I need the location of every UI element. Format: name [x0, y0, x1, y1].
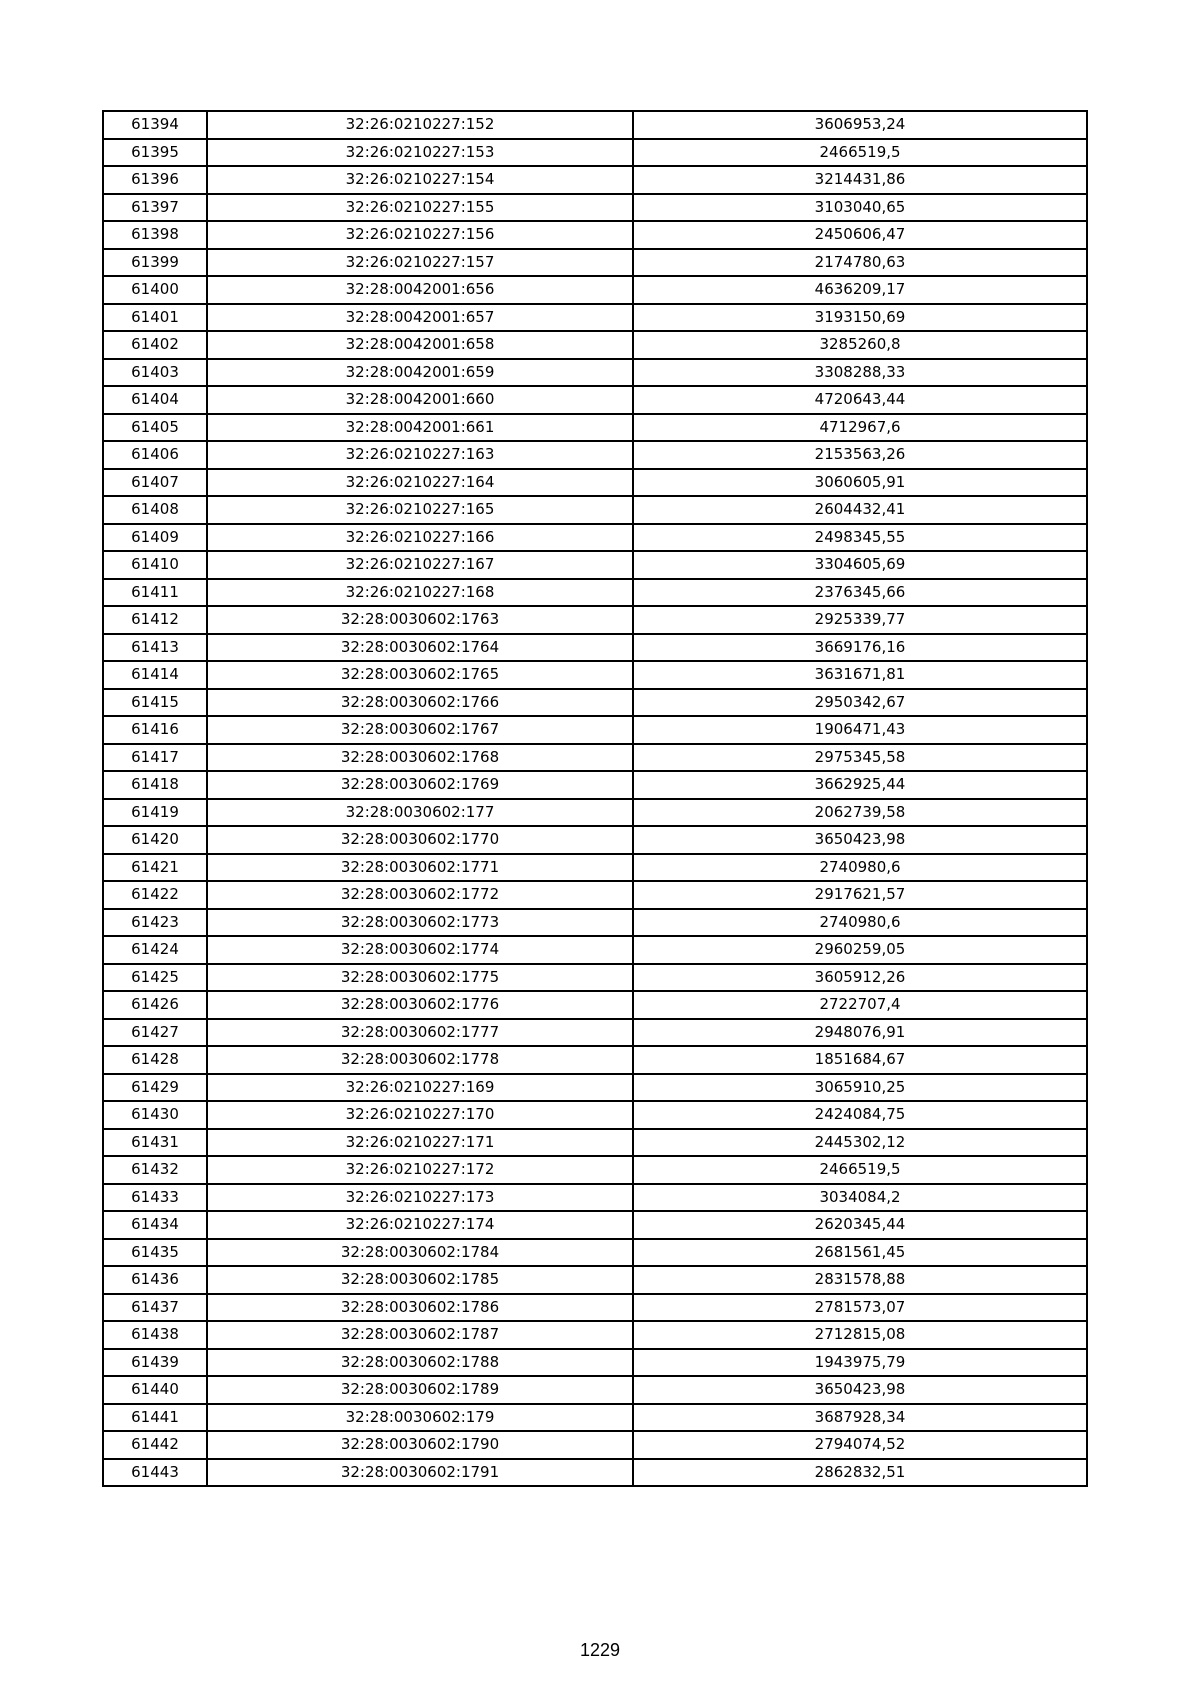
cadastral-value-cell: 2062739,58	[633, 799, 1087, 827]
cadastral-number-cell: 32:28:0030602:1790	[207, 1431, 633, 1459]
cadastral-value-cell: 3193150,69	[633, 304, 1087, 332]
row-number-cell: 61418	[103, 771, 207, 799]
cadastral-number-cell: 32:28:0030602:1775	[207, 964, 633, 992]
cadastral-value-cell: 3606953,24	[633, 111, 1087, 139]
row-number-cell: 61399	[103, 249, 207, 277]
row-number-cell: 61410	[103, 551, 207, 579]
table-row	[103, 1294, 1087, 1322]
cadastral-value-cell: 2781573,07	[633, 1294, 1087, 1322]
table-row	[103, 194, 1087, 222]
cadastral-number-cell: 32:28:0030602:1785	[207, 1266, 633, 1294]
table-row	[103, 276, 1087, 304]
cadastral-value-cell: 2917621,57	[633, 881, 1087, 909]
row-number-cell: 61424	[103, 936, 207, 964]
cadastral-number-cell: 32:26:0210227:173	[207, 1184, 633, 1212]
row-number-cell: 61443	[103, 1459, 207, 1487]
cadastral-value-cell: 2604432,41	[633, 496, 1087, 524]
cadastral-number-cell: 32:28:0030602:1769	[207, 771, 633, 799]
cadastral-number-cell: 32:26:0210227:169	[207, 1074, 633, 1102]
cadastral-value-cell: 3103040,65	[633, 194, 1087, 222]
cadastral-number-cell: 32:26:0210227:170	[207, 1101, 633, 1129]
cadastral-value-cell: 4712967,6	[633, 414, 1087, 442]
cadastral-value-cell: 4636209,17	[633, 276, 1087, 304]
table-row	[103, 441, 1087, 469]
row-number-cell: 61435	[103, 1239, 207, 1267]
table-row	[103, 661, 1087, 689]
cadastral-value-cell: 3065910,25	[633, 1074, 1087, 1102]
row-number-cell: 61398	[103, 221, 207, 249]
table-row	[103, 1074, 1087, 1102]
cadastral-number-cell: 32:28:0030602:1763	[207, 606, 633, 634]
cadastral-value-cell: 3034084,2	[633, 1184, 1087, 1212]
row-number-cell: 61397	[103, 194, 207, 222]
cadastral-value-cell: 2620345,44	[633, 1211, 1087, 1239]
cadastral-number-cell: 32:28:0042001:659	[207, 359, 633, 387]
row-number-cell: 61441	[103, 1404, 207, 1432]
cadastral-number-cell: 32:26:0210227:164	[207, 469, 633, 497]
table-row	[103, 634, 1087, 662]
table-row	[103, 579, 1087, 607]
table-row	[103, 854, 1087, 882]
table-row	[103, 386, 1087, 414]
table-row	[103, 1404, 1087, 1432]
cadastral-number-cell: 32:28:0030602:1787	[207, 1321, 633, 1349]
cadastral-number-cell: 32:28:0030602:1770	[207, 826, 633, 854]
cadastral-value-cell: 2975345,58	[633, 744, 1087, 772]
cadastral-number-cell: 32:28:0030602:1789	[207, 1376, 633, 1404]
row-number-cell: 61409	[103, 524, 207, 552]
table-row	[103, 771, 1087, 799]
row-number-cell: 61430	[103, 1101, 207, 1129]
cadastral-number-cell: 32:28:0042001:656	[207, 276, 633, 304]
table-row	[103, 166, 1087, 194]
row-number-cell: 61421	[103, 854, 207, 882]
cadastral-number-cell: 32:28:0042001:657	[207, 304, 633, 332]
cadastral-number-cell: 32:26:0210227:165	[207, 496, 633, 524]
cadastral-value-cell: 2466519,5	[633, 1156, 1087, 1184]
table-row	[103, 551, 1087, 579]
row-number-cell: 61425	[103, 964, 207, 992]
table-row	[103, 304, 1087, 332]
cadastral-value-cell: 1943975,79	[633, 1349, 1087, 1377]
cadastral-value-cell: 2722707,4	[633, 991, 1087, 1019]
table-row	[103, 496, 1087, 524]
table-row	[103, 331, 1087, 359]
row-number-cell: 61439	[103, 1349, 207, 1377]
cadastral-value-cell: 2740980,6	[633, 909, 1087, 937]
table-row	[103, 799, 1087, 827]
table-row	[103, 991, 1087, 1019]
cadastral-number-cell: 32:26:0210227:154	[207, 166, 633, 194]
row-number-cell: 61431	[103, 1129, 207, 1157]
cadastral-value-cell: 2466519,5	[633, 139, 1087, 167]
cadastral-number-cell: 32:28:0030602:1777	[207, 1019, 633, 1047]
cadastral-value-cell: 2831578,88	[633, 1266, 1087, 1294]
table-row	[103, 689, 1087, 717]
row-number-cell: 61429	[103, 1074, 207, 1102]
table-row	[103, 936, 1087, 964]
row-number-cell: 61396	[103, 166, 207, 194]
cadastral-number-cell: 32:28:0030602:1778	[207, 1046, 633, 1074]
cadastral-number-cell: 32:26:0210227:153	[207, 139, 633, 167]
row-number-cell: 61422	[103, 881, 207, 909]
cadastral-value-cell: 3605912,26	[633, 964, 1087, 992]
row-number-cell: 61434	[103, 1211, 207, 1239]
table-row	[103, 1019, 1087, 1047]
cadastral-number-cell: 32:28:0030602:1772	[207, 881, 633, 909]
table-row	[103, 469, 1087, 497]
cadastral-value-cell: 2153563,26	[633, 441, 1087, 469]
table-row	[103, 964, 1087, 992]
cadastral-value-cell: 1906471,43	[633, 716, 1087, 744]
cadastral-value-cell: 3285260,8	[633, 331, 1087, 359]
table-row	[103, 1239, 1087, 1267]
table-row	[103, 1129, 1087, 1157]
row-number-cell: 61403	[103, 359, 207, 387]
cadastral-value-cell: 2950342,67	[633, 689, 1087, 717]
cadastral-number-cell: 32:28:0030602:1776	[207, 991, 633, 1019]
row-number-cell: 61416	[103, 716, 207, 744]
row-number-cell: 61394	[103, 111, 207, 139]
table-row	[103, 1184, 1087, 1212]
cadastral-value-cell: 3687928,34	[633, 1404, 1087, 1432]
cadastral-number-cell: 32:26:0210227:152	[207, 111, 633, 139]
cadastral-value-cell: 3669176,16	[633, 634, 1087, 662]
table-row	[103, 1321, 1087, 1349]
cadastral-value-cell: 1851684,67	[633, 1046, 1087, 1074]
row-number-cell: 61427	[103, 1019, 207, 1047]
row-number-cell: 61426	[103, 991, 207, 1019]
cadastral-number-cell: 32:28:0042001:660	[207, 386, 633, 414]
table-row	[103, 606, 1087, 634]
row-number-cell: 61440	[103, 1376, 207, 1404]
cadastral-value-cell: 2450606,47	[633, 221, 1087, 249]
row-number-cell: 61433	[103, 1184, 207, 1212]
cadastral-value-cell: 3060605,91	[633, 469, 1087, 497]
table-row	[103, 1266, 1087, 1294]
row-number-cell: 61402	[103, 331, 207, 359]
cadastral-value-cell: 2862832,51	[633, 1459, 1087, 1487]
cadastral-value-cell: 2174780,63	[633, 249, 1087, 277]
row-number-cell: 61436	[103, 1266, 207, 1294]
cadastral-number-cell: 32:26:0210227:172	[207, 1156, 633, 1184]
table-row	[103, 909, 1087, 937]
cadastral-number-cell: 32:28:0030602:1786	[207, 1294, 633, 1322]
cadastral-number-cell: 32:28:0030602:1774	[207, 936, 633, 964]
row-number-cell: 61401	[103, 304, 207, 332]
table-row	[103, 881, 1087, 909]
table-row	[103, 744, 1087, 772]
table-row	[103, 524, 1087, 552]
table-row	[103, 249, 1087, 277]
row-number-cell: 61414	[103, 661, 207, 689]
table-row	[103, 414, 1087, 442]
row-number-cell: 61423	[103, 909, 207, 937]
row-number-cell: 61406	[103, 441, 207, 469]
cadastral-value-cell: 2445302,12	[633, 1129, 1087, 1157]
table-row	[103, 1046, 1087, 1074]
cadastral-number-cell: 32:26:0210227:155	[207, 194, 633, 222]
row-number-cell: 61404	[103, 386, 207, 414]
cadastral-value-cell: 2712815,08	[633, 1321, 1087, 1349]
page-number: 1229	[579, 1640, 621, 1660]
cadastral-number-cell: 32:28:0030602:1773	[207, 909, 633, 937]
row-number-cell: 61419	[103, 799, 207, 827]
cadastral-value-cell: 2498345,55	[633, 524, 1087, 552]
row-number-cell: 61400	[103, 276, 207, 304]
cadastral-number-cell: 32:28:0030602:1767	[207, 716, 633, 744]
cadastral-value-cell: 2794074,52	[633, 1431, 1087, 1459]
table-row	[103, 1349, 1087, 1377]
cadastral-value-cell: 2960259,05	[633, 936, 1087, 964]
cadastral-number-cell: 32:28:0030602:1791	[207, 1459, 633, 1487]
row-number-cell: 61408	[103, 496, 207, 524]
cadastral-number-cell: 32:28:0030602:1768	[207, 744, 633, 772]
row-number-cell: 61438	[103, 1321, 207, 1349]
table-row	[103, 139, 1087, 167]
cadastral-number-cell: 32:28:0030602:1764	[207, 634, 633, 662]
cadastral-value-cell: 2424084,75	[633, 1101, 1087, 1129]
row-number-cell: 61442	[103, 1431, 207, 1459]
cadastral-value-cell: 3308288,33	[633, 359, 1087, 387]
row-number-cell: 61395	[103, 139, 207, 167]
cadastral-number-cell: 32:26:0210227:156	[207, 221, 633, 249]
cadastral-value-table	[102, 110, 1088, 1487]
table-row	[103, 1211, 1087, 1239]
cadastral-number-cell: 32:26:0210227:174	[207, 1211, 633, 1239]
cadastral-value-cell: 2740980,6	[633, 854, 1087, 882]
cadastral-value-cell: 3650423,98	[633, 826, 1087, 854]
cadastral-number-cell: 32:26:0210227:166	[207, 524, 633, 552]
cadastral-value-cell: 3304605,69	[633, 551, 1087, 579]
table-row	[103, 111, 1087, 139]
table-row	[103, 1376, 1087, 1404]
cadastral-value-cell: 2681561,45	[633, 1239, 1087, 1267]
row-number-cell: 61413	[103, 634, 207, 662]
cadastral-number-cell: 32:26:0210227:167	[207, 551, 633, 579]
cadastral-value-cell: 3214431,86	[633, 166, 1087, 194]
row-number-cell: 61437	[103, 1294, 207, 1322]
table-row	[103, 1156, 1087, 1184]
row-number-cell: 61415	[103, 689, 207, 717]
row-number-cell: 61412	[103, 606, 207, 634]
cadastral-value-cell: 3631671,81	[633, 661, 1087, 689]
cadastral-number-cell: 32:26:0210227:157	[207, 249, 633, 277]
cadastral-value-cell: 3650423,98	[633, 1376, 1087, 1404]
cadastral-number-cell: 32:28:0042001:661	[207, 414, 633, 442]
row-number-cell: 61420	[103, 826, 207, 854]
cadastral-number-cell: 32:28:0030602:1765	[207, 661, 633, 689]
row-number-cell: 61432	[103, 1156, 207, 1184]
cadastral-value-cell: 4720643,44	[633, 386, 1087, 414]
cadastral-number-cell: 32:28:0030602:1788	[207, 1349, 633, 1377]
cadastral-value-cell: 2925339,77	[633, 606, 1087, 634]
cadastral-number-cell: 32:28:0030602:177	[207, 799, 633, 827]
table-body	[103, 111, 1087, 1486]
row-number-cell: 61411	[103, 579, 207, 607]
row-number-cell: 61407	[103, 469, 207, 497]
table-row	[103, 221, 1087, 249]
cadastral-number-cell: 32:28:0030602:179	[207, 1404, 633, 1432]
row-number-cell: 61417	[103, 744, 207, 772]
row-number-cell: 61405	[103, 414, 207, 442]
cadastral-value-cell: 2376345,66	[633, 579, 1087, 607]
cadastral-number-cell: 32:26:0210227:171	[207, 1129, 633, 1157]
table-row	[103, 1431, 1087, 1459]
table-row	[103, 826, 1087, 854]
cadastral-number-cell: 32:28:0030602:1771	[207, 854, 633, 882]
table-row	[103, 1101, 1087, 1129]
table-row	[103, 1459, 1087, 1487]
cadastral-number-cell: 32:28:0042001:658	[207, 331, 633, 359]
row-number-cell: 61428	[103, 1046, 207, 1074]
cadastral-number-cell: 32:28:0030602:1766	[207, 689, 633, 717]
cadastral-value-cell: 2948076,91	[633, 1019, 1087, 1047]
table-row	[103, 359, 1087, 387]
cadastral-number-cell: 32:28:0030602:1784	[207, 1239, 633, 1267]
table-row	[103, 716, 1087, 744]
cadastral-number-cell: 32:26:0210227:163	[207, 441, 633, 469]
cadastral-value-cell: 3662925,44	[633, 771, 1087, 799]
cadastral-number-cell: 32:26:0210227:168	[207, 579, 633, 607]
